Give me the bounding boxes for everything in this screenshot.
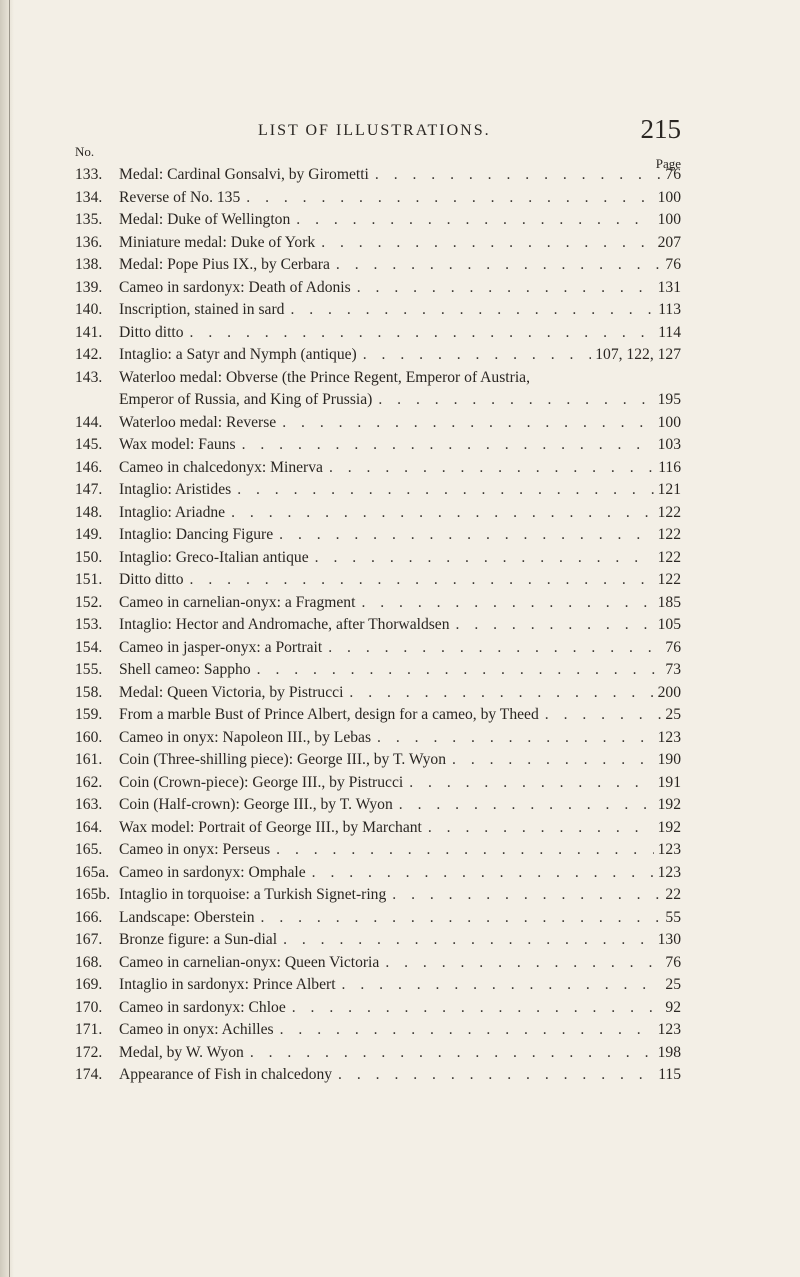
entry-title: Cameo in onyx: Perseus	[119, 841, 271, 858]
entry-number: 171.	[75, 1021, 103, 1038]
entry-number: 147.	[75, 481, 103, 498]
list-item	[75, 727, 681, 750]
list-item	[75, 187, 681, 210]
leader-dots	[255, 907, 662, 930]
entry-title: Cameo in sardonyx: Death of Adonis	[119, 278, 351, 296]
entry-page: 103	[657, 436, 681, 453]
list-item	[75, 524, 681, 547]
list-item	[75, 704, 681, 727]
entry-title: Intaglio: Ariadne	[119, 503, 226, 521]
leader-dots	[290, 209, 653, 232]
entry-number: 138.	[75, 256, 103, 273]
entry-title: Bronze figure: a Sun-dial	[119, 931, 278, 948]
leader-dots	[184, 322, 655, 345]
entry-number: 148.	[75, 503, 103, 521]
entry-number: 167.	[75, 931, 103, 948]
entry-number: 144.	[75, 413, 103, 431]
leader-dots	[351, 277, 654, 300]
entry-number: 172.	[75, 1043, 103, 1061]
entry-page: 76	[665, 638, 681, 656]
entry-number: 166.	[75, 908, 103, 926]
list-item	[75, 884, 681, 907]
list-item	[75, 367, 681, 390]
entry-page: 131	[657, 278, 681, 296]
leader-dots	[386, 884, 661, 907]
entry-number: 165a.	[75, 863, 110, 881]
leader-dots	[306, 862, 654, 885]
entry-title: Coin (Half-crown): George III., by T. Wyon	[119, 796, 393, 813]
entry-number: 169.	[75, 976, 103, 993]
page-column-label: Page	[655, 156, 681, 171]
page-number: 215	[640, 114, 681, 144]
leader-dots	[355, 592, 653, 615]
entry-title: Landscape: Oberstein	[119, 908, 255, 926]
leader-dots	[244, 1042, 654, 1065]
entry-page: 92	[665, 998, 681, 1016]
entry-title: Intaglio: Aristides	[119, 481, 232, 498]
entry-page: 207	[657, 233, 681, 251]
entry-number: 158.	[75, 683, 103, 701]
entry-page: 114	[658, 323, 681, 341]
entry-page: 123	[657, 728, 681, 746]
list-item	[75, 569, 681, 592]
column-headings	[75, 144, 681, 171]
leader-dots	[251, 659, 662, 682]
list-item	[75, 749, 681, 772]
list-item	[75, 277, 681, 300]
entry-page: 76	[665, 953, 681, 971]
entry-title: Medal: Duke of Wellington	[119, 211, 291, 228]
entry-page: 121	[657, 481, 681, 498]
leader-dots	[450, 614, 654, 637]
leader-dots	[371, 727, 654, 750]
entry-page: 100	[657, 188, 681, 206]
entry-title: Coin (Crown-piece): George III., by Pistrucci	[119, 773, 404, 791]
entry-page: 100	[657, 413, 681, 431]
leader-dots	[446, 749, 654, 772]
entry-title: Intaglio in sardonyx: Prince Albert	[119, 976, 336, 993]
list-item	[75, 1042, 681, 1065]
entry-number: 135.	[75, 211, 103, 228]
entry-title: Intaglio: Dancing Figure	[119, 526, 274, 543]
leader-dots	[336, 974, 662, 997]
leader-dots	[309, 547, 654, 570]
entry-title: Intaglio: Greco-Italian antique	[119, 548, 309, 566]
entry-title: Cameo in sardonyx: Omphale	[119, 863, 306, 881]
entry-number: 151.	[75, 571, 103, 588]
leader-dots	[270, 839, 653, 862]
entry-title: Wax model: Portrait of George III., by Marchant	[119, 818, 422, 836]
leader-dots	[286, 997, 662, 1020]
entry-title: Shell cameo: Sappho	[119, 661, 251, 678]
leader-dots	[231, 479, 653, 502]
entry-title: Cameo in onyx: Achilles	[119, 1021, 274, 1038]
entry-number: 163.	[75, 796, 103, 813]
binding-rule	[9, 0, 10, 1277]
entry-page: 191	[657, 773, 681, 791]
leader-dots	[274, 1019, 654, 1042]
list-item	[75, 1064, 681, 1087]
entry-title: Intaglio: a Satyr and Nymph (antique)	[119, 346, 357, 363]
entry-number: 153.	[75, 616, 103, 633]
leader-dots	[343, 682, 653, 705]
list-item	[75, 659, 681, 682]
list-item	[75, 479, 681, 502]
entry-page: 123	[657, 841, 681, 858]
entry-title: Intaglio in torquoise: a Turkish Signet-ring	[119, 886, 387, 903]
page-binding-edge	[0, 0, 14, 1277]
entry-title: Cameo in chalcedonyx: Minerva	[119, 458, 323, 476]
list-item	[75, 254, 681, 277]
entry-title: Inscription, stained in sard	[119, 301, 285, 318]
entry-page: 107, 122, 127	[595, 346, 681, 363]
entry-number: 152.	[75, 593, 103, 611]
list-item	[75, 592, 681, 615]
leader-dots	[315, 232, 653, 255]
entry-page: 100	[657, 211, 681, 228]
entry-title: Ditto ditto	[119, 571, 184, 588]
list-item	[75, 344, 681, 367]
leader-dots	[330, 254, 661, 277]
entry-title: Ditto ditto	[119, 323, 184, 341]
entry-number: 145.	[75, 436, 103, 453]
leader-dots	[184, 569, 654, 592]
entry-number: 136.	[75, 233, 103, 251]
list-item	[75, 839, 681, 862]
entry-page: 198	[657, 1043, 681, 1061]
entry-page: 122	[657, 571, 681, 588]
leader-dots	[225, 502, 654, 525]
entry-number: 160.	[75, 728, 103, 746]
leader-dots	[276, 412, 653, 435]
list-item	[75, 232, 681, 255]
entry-page: 76	[665, 256, 681, 273]
entry-title: Reverse of No. 135	[119, 188, 241, 206]
entry-page: 105	[657, 616, 681, 633]
entry-title: Medal: Queen Victoria, by Pistrucci	[119, 683, 344, 701]
list-item	[75, 434, 681, 457]
leader-dots	[422, 817, 654, 840]
list-item	[75, 997, 681, 1020]
entry-page: 200	[657, 683, 681, 701]
illustration-list	[75, 164, 681, 1087]
entry-number: 154.	[75, 638, 103, 656]
leader-dots	[236, 434, 654, 457]
list-item	[75, 817, 681, 840]
leader-dots	[357, 344, 591, 367]
entry-title: Cameo in carnelian-onyx: Queen Victoria	[119, 953, 380, 971]
entry-number: 142.	[75, 346, 103, 363]
list-item	[75, 164, 681, 187]
entry-title: Waterloo medal: Obverse (the Prince Regent, Emperor of Austria,	[119, 368, 530, 386]
leader-dots	[372, 389, 653, 412]
list-item	[75, 299, 681, 322]
entry-page: 190	[657, 751, 681, 768]
entry-number: 174.	[75, 1066, 103, 1083]
entry-title: Medal: Cardinal Gonsalvi, by Girometti	[119, 166, 369, 183]
list-item	[75, 907, 681, 930]
entry-title: Cameo in jasper-onyx: a Portrait	[119, 638, 323, 656]
entry-page: 25	[665, 706, 681, 723]
list-item	[75, 614, 681, 637]
entry-page: 73	[665, 661, 681, 678]
entry-number: 170.	[75, 998, 103, 1016]
entry-title: Appearance of Fish in chalcedony	[119, 1066, 333, 1083]
list-item	[75, 1019, 681, 1042]
list-item	[75, 682, 681, 705]
list-item	[75, 457, 681, 480]
entry-page: 185	[657, 593, 681, 611]
list-item	[75, 772, 681, 795]
entry-number: 168.	[75, 953, 103, 971]
entry-title: Waterloo medal: Reverse	[119, 413, 277, 431]
entry-title: Coin (Three-shilling piece): George III., by T. Wyon	[119, 751, 447, 768]
entry-page: 116	[658, 458, 681, 476]
entry-number: 141.	[75, 323, 103, 341]
entry-title: Cameo in carnelian-onyx: a Fragment	[119, 593, 356, 611]
list-item	[75, 547, 681, 570]
entry-title: From a marble Bust of Prince Albert, design for a cameo, by Theed	[119, 706, 539, 723]
entry-page: 123	[657, 1021, 681, 1038]
entry-page: 122	[657, 526, 681, 543]
entry-number: 149.	[75, 526, 103, 543]
entry-number: 140.	[75, 301, 103, 318]
entry-number: 159.	[75, 706, 103, 723]
list-item	[75, 794, 681, 817]
entry-number: 139.	[75, 278, 103, 296]
entry-number: 165.	[75, 841, 103, 858]
entry-page: 130	[657, 931, 681, 948]
leader-dots	[332, 1064, 654, 1087]
entry-page: 195	[657, 391, 681, 408]
entry-page: 192	[657, 818, 681, 836]
entry-page: 123	[657, 863, 681, 881]
leader-dots	[284, 299, 654, 322]
leader-dots	[369, 164, 662, 187]
entry-page: 25	[665, 976, 681, 993]
entry-number: 146.	[75, 458, 103, 476]
entry-number: 155.	[75, 661, 103, 678]
leader-dots	[273, 524, 653, 547]
entry-title: Cameo in sardonyx: Chloe	[119, 998, 286, 1016]
entry-title: Wax model: Fauns	[119, 436, 236, 453]
list-item	[75, 322, 681, 345]
entry-number: 162.	[75, 773, 103, 791]
entry-title: Intaglio: Hector and Andromache, after Thorwaldsen	[119, 616, 450, 633]
list-item	[75, 862, 681, 885]
entry-number: 150.	[75, 548, 103, 566]
entry-page: 192	[657, 796, 681, 813]
leader-dots	[403, 772, 653, 795]
leader-dots	[277, 929, 654, 952]
entry-number: 133.	[75, 166, 103, 183]
entry-page: 122	[657, 503, 681, 521]
entry-number: 134.	[75, 188, 103, 206]
entry-number: 164.	[75, 818, 103, 836]
entry-title: Medal, by W. Wyon	[119, 1043, 244, 1061]
entry-page: 55	[665, 908, 681, 926]
list-item	[75, 637, 681, 660]
entry-page: 115	[658, 1066, 681, 1083]
entry-page: 76	[665, 166, 681, 183]
list-item	[75, 209, 681, 232]
list-item-continuation	[75, 389, 681, 412]
entry-title-continuation: Emperor of Russia, and King of Prussia)	[119, 391, 373, 408]
entry-title: Cameo in onyx: Napoleon III., by Lebas	[119, 728, 372, 746]
list-item	[75, 929, 681, 952]
list-item	[75, 412, 681, 435]
list-item	[75, 952, 681, 975]
entry-title: Medal: Pope Pius IX., by Cerbara	[119, 256, 330, 273]
no-column-label: No.	[75, 144, 95, 159]
entry-number: 161.	[75, 751, 103, 768]
entry-number: 143.	[75, 368, 103, 386]
list-item	[75, 502, 681, 525]
leader-dots	[539, 704, 662, 727]
entry-page: 122	[657, 548, 681, 566]
running-title: LIST OF ILLUSTRATIONS.	[258, 122, 491, 139]
entry-title: Miniature medal: Duke of York	[119, 233, 316, 251]
leader-dots	[240, 187, 653, 210]
leader-dots	[393, 794, 654, 817]
leader-dots	[379, 952, 661, 975]
entry-page: 22	[665, 886, 681, 903]
list-item	[75, 974, 681, 997]
entry-number: 165b.	[75, 886, 111, 903]
entry-page: 113	[658, 301, 681, 318]
leader-dots	[322, 637, 661, 660]
leader-dots	[323, 457, 654, 480]
